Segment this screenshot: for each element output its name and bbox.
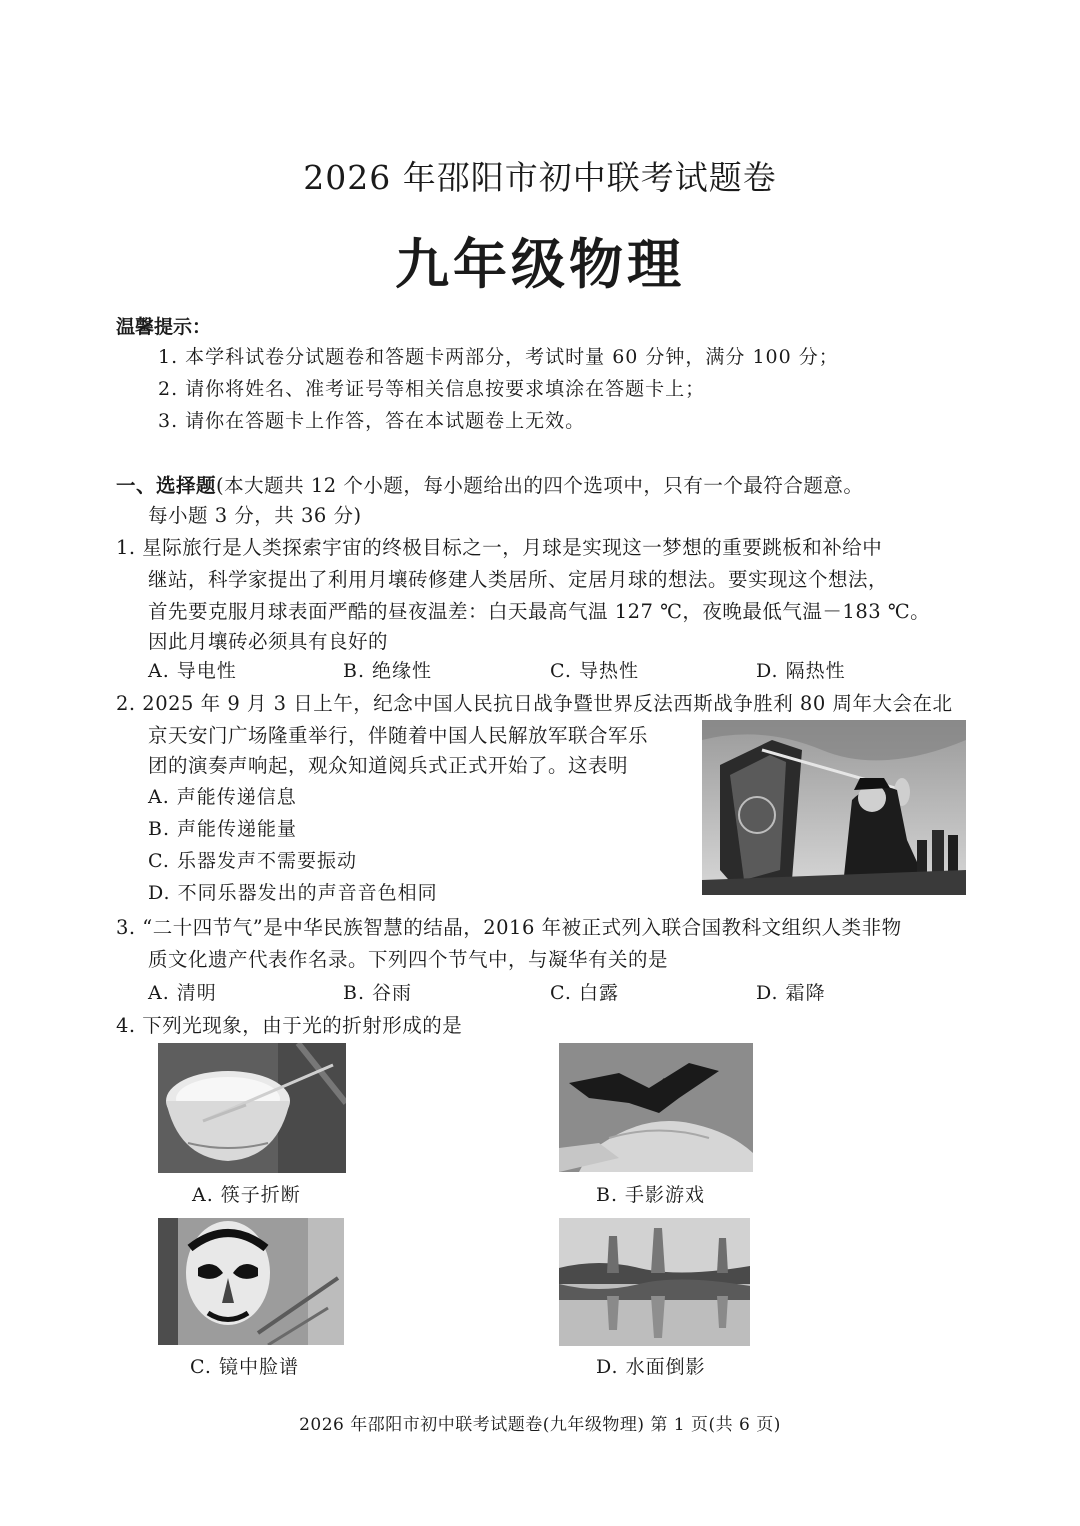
q4-caption-b: B. 手影游戏 bbox=[596, 1184, 706, 1206]
tip-item: 2. 请你将姓名、准考证号等相关信息按要求填涂在答题卡上； bbox=[158, 378, 706, 400]
tip-item: 1. 本学科试卷分试题卷和答题卡两部分，考试时量 60 分钟，满分 100 分； bbox=[158, 346, 839, 368]
q4-line: 4. 下列光现象，由于光的折射形成的是 bbox=[116, 1014, 463, 1037]
q3-line: 3. “二十四节气”是中华民族智慧的结晶，2016 年被正式列入联合国教科文组织人类非物 bbox=[116, 916, 902, 939]
page-footer: 2026 年邵阳市初中联考试题卷(九年级物理) 第 1 页(共 6 页) bbox=[299, 1415, 781, 1435]
section-heading bbox=[116, 470, 863, 498]
section-desc-2: 每小题 3 分，共 36 分) bbox=[148, 504, 362, 527]
q1-option-b: B. 绝缘性 bbox=[343, 660, 433, 682]
pagoda-reflection-photo bbox=[559, 1218, 750, 1346]
q1-line: 首先要克服月球表面严酷的昼夜温差：白天最高气温 127 ℃，夜晚最低气温－183 ℃。 bbox=[148, 600, 931, 623]
section-desc: (本大题共 12 个小题，每小题给出的四个选项中，只有一个最符合题意。 bbox=[216, 474, 864, 497]
q1-option-d: D. 隔热性 bbox=[756, 660, 846, 682]
q3-option-c: C. 白露 bbox=[550, 982, 619, 1004]
bowl-chopstick-photo bbox=[158, 1043, 346, 1173]
q1-line: 继站，科学家提出了利用月壤砖修建人类居所、定居月球的想法。要实现这个想法， bbox=[148, 568, 889, 591]
tip-item: 3. 请你在答题卡上作答，答在本试题卷上无效。 bbox=[158, 410, 586, 432]
q2-line: 2. 2025 年 9 月 3 日上午，纪念中国人民抗日战争暨世界反法西斯战争胜利 80 周年大会在北 bbox=[116, 692, 953, 715]
q3-line: 质文化遗产代表作名录。下列四个节气中，与凝华有关的是 bbox=[148, 948, 669, 971]
q1-option-c: C. 导热性 bbox=[550, 660, 639, 682]
q2-option-d: D. 不同乐器发出的声音音色相同 bbox=[148, 882, 438, 904]
subject-title: 九年级物理 bbox=[395, 232, 685, 296]
military-band-photo bbox=[702, 720, 966, 895]
q3-option-b: B. 谷雨 bbox=[343, 982, 413, 1004]
q1-option-a: A. 导电性 bbox=[148, 660, 237, 682]
opera-mask-photo bbox=[158, 1218, 344, 1345]
q2-option-b: B. 声能传递能量 bbox=[148, 818, 298, 840]
q2-option-a: A. 声能传递信息 bbox=[148, 786, 297, 808]
tips-heading: 温馨提示： bbox=[116, 316, 212, 338]
q3-option-a: A. 清明 bbox=[148, 982, 217, 1004]
q2-option-c: C. 乐器发声不需要振动 bbox=[148, 850, 357, 872]
q4-caption-a: A. 筷子折断 bbox=[192, 1184, 301, 1206]
q1-line: 因此月壤砖必须具有良好的 bbox=[148, 630, 389, 653]
q4-caption-c: C. 镜中脸谱 bbox=[190, 1356, 299, 1378]
q1-line: 1. 星际旅行是人类探索宇宙的终极目标之一，月球是实现这一梦想的重要跳板和补给中 bbox=[116, 536, 883, 559]
hand-shadow-photo bbox=[559, 1043, 753, 1172]
exam-title: 2026 年邵阳市初中联考试题卷 bbox=[303, 158, 777, 197]
q4-caption-d: D. 水面倒影 bbox=[596, 1356, 706, 1378]
q2-line: 京天安门广场隆重举行，伴随着中国人民解放军联合军乐 bbox=[148, 724, 649, 747]
q2-line: 团的演奏声响起，观众知道阅兵式正式开始了。这表明 bbox=[148, 754, 629, 777]
section-label: 一、选择题 bbox=[116, 474, 217, 497]
q3-option-d: D. 霜降 bbox=[756, 982, 826, 1004]
